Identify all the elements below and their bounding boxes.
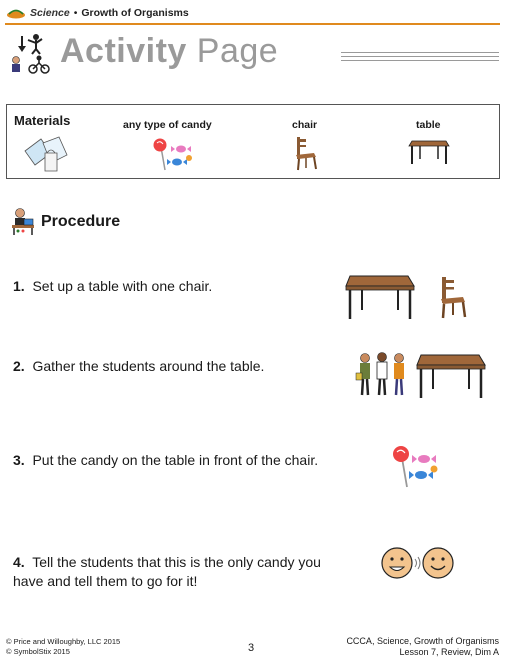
- step-number: 2.: [13, 358, 25, 374]
- step-text: Set up a table with one chair.: [32, 278, 213, 294]
- activity-icon: [6, 32, 52, 74]
- step-text: Gather the students around the table.: [32, 358, 265, 374]
- footer-copyright: [6, 637, 120, 657]
- table-icon: [415, 353, 487, 399]
- materials-label: Materials: [14, 113, 71, 128]
- table-icon: [344, 274, 416, 320]
- materials-item-candy-label: any type of candy: [123, 119, 212, 131]
- page-title-regular: Page: [196, 32, 279, 70]
- title-decorative-lines: [341, 52, 499, 64]
- procedure-title: Procedure: [41, 213, 121, 230]
- step-number: 1.: [13, 278, 25, 294]
- materials-box: [6, 104, 500, 179]
- procedure-step-4: [13, 553, 353, 591]
- talking-faces-icon: [380, 545, 456, 581]
- header-separator: •: [73, 7, 78, 19]
- materials-item-table-label: table: [416, 119, 441, 131]
- step-number: 3.: [13, 452, 25, 468]
- procedure-icon: [10, 207, 36, 235]
- step-text: Put the candy on the table in front of the chair.: [32, 452, 319, 468]
- plastic-bags-icon: [21, 133, 71, 173]
- footer-course-info: [346, 636, 499, 658]
- candy-icon: [151, 137, 197, 171]
- chair-icon: [437, 275, 467, 319]
- page-title: [60, 32, 278, 71]
- materials-item-chair-label: chair: [292, 119, 318, 131]
- procedure-step-3: [13, 451, 353, 470]
- footer-copyright-line-1: © Price and Willoughby, LLC 2015: [6, 637, 121, 646]
- table-icon: [408, 137, 450, 165]
- procedure-step-2: [13, 357, 353, 376]
- header-subject: Science: [30, 7, 70, 19]
- step-text: Tell the students that this is the only candy you have and tell them to go for it!: [13, 554, 321, 589]
- footer-course: CCCA, Science, Growth of Organisms: [346, 636, 499, 646]
- logo-icon: [6, 8, 26, 19]
- header-title: Growth of Organisms: [81, 7, 189, 19]
- header-rule: [5, 23, 500, 25]
- header: [6, 4, 189, 22]
- page-number: 3: [248, 642, 255, 654]
- procedure-step-1: [13, 277, 353, 296]
- footer-copyright-line-2: © SymbolStix 2015: [6, 647, 70, 656]
- students-icon: [354, 351, 410, 397]
- chair-icon: [292, 135, 318, 171]
- footer-lesson: Lesson 7, Review, Dim A: [399, 647, 499, 657]
- candy-icon: [391, 444, 441, 488]
- page-title-bold: Activity: [60, 32, 187, 70]
- step-number: 4.: [13, 554, 25, 570]
